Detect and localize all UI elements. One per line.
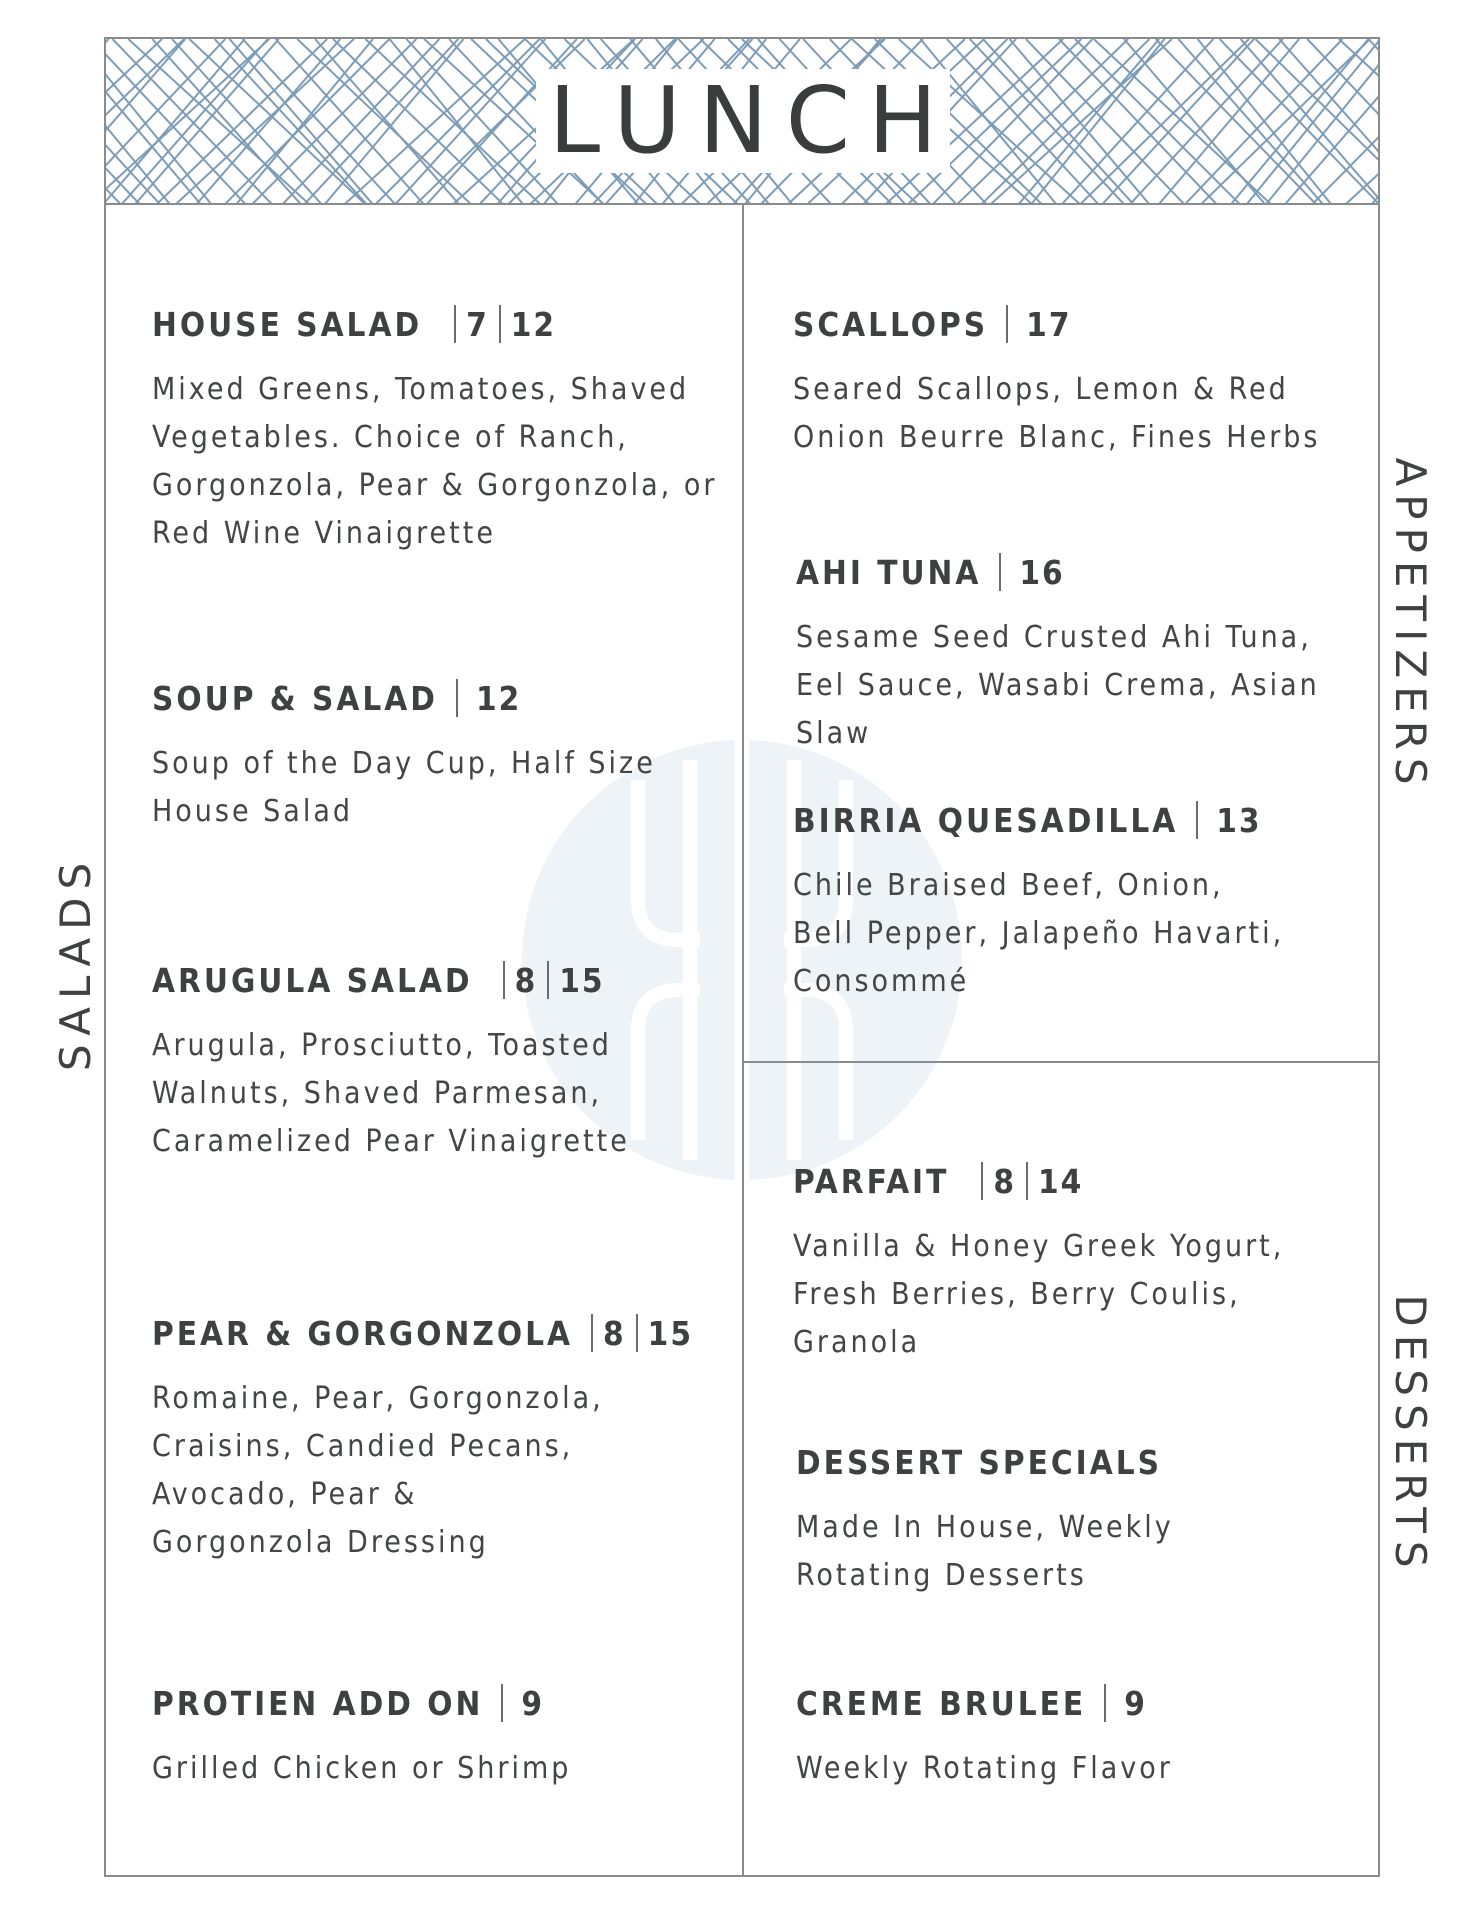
separator [503, 961, 505, 999]
item-name: AHI TUNA [796, 552, 982, 592]
separator [981, 1162, 983, 1200]
item-price: 16 [1019, 552, 1065, 592]
item-name: BIRRIA QUESADILLA [793, 800, 1179, 840]
item-price-large: 15 [559, 960, 605, 1000]
separator [636, 1314, 638, 1352]
section-label-salads: SALADS [51, 854, 100, 1072]
separator [1104, 1684, 1106, 1722]
title-box [536, 67, 956, 174]
item-name: SOUP & SALAD [152, 678, 438, 718]
item-description: Seared Scallops, Lemon & Red Onion Beurre Blanc, Fines Herbs [793, 372, 1321, 455]
item-price: 9 [1124, 1683, 1147, 1723]
column-divider [742, 205, 744, 1877]
menu-item-dessert-specials [796, 1442, 1316, 1600]
menu-item-arugula-salad [152, 960, 632, 1166]
item-name: ARUGULA SALAD [152, 960, 473, 1000]
item-price: 12 [475, 678, 522, 718]
item-description: Sesame Seed Crusted Ahi Tuna, Eel Sauce, Wasabi Crema, Asian Slaw [796, 620, 1320, 751]
separator [1026, 1162, 1028, 1200]
item-description: Chile Braised Beef, Onion, Bell Pepper, Jalapeño Havarti, Consommé [793, 868, 1285, 999]
item-price-small: 8 [603, 1313, 626, 1353]
item-name: DESSERT SPECIALS [796, 1442, 1162, 1482]
item-description: Grilled Chicken or Shrimp [152, 1751, 572, 1786]
menu-item-scallops [793, 304, 1323, 462]
item-name: PROTIEN ADD ON [152, 1683, 484, 1723]
item-price-large: 15 [647, 1313, 693, 1353]
separator [501, 1684, 503, 1722]
section-divider [742, 1061, 1380, 1063]
item-name: SCALLOPS [793, 304, 989, 344]
item-name: PARFAIT [793, 1161, 950, 1201]
item-description: Made In House, Weekly Rotating Desserts [796, 1510, 1174, 1593]
separator [591, 1314, 593, 1352]
separator [999, 553, 1001, 591]
separator [499, 305, 501, 343]
page-title: LUNCH [548, 67, 956, 174]
menu-item-soup-salad [152, 678, 732, 836]
item-description: Soup of the Day Cup, Half Size House Salad [152, 746, 656, 829]
item-price: 9 [521, 1683, 544, 1723]
item-name: HOUSE SALAD [152, 304, 423, 344]
item-price-small: 8 [514, 960, 538, 1000]
item-price: 13 [1216, 800, 1262, 840]
menu-item-protein-add-on [152, 1683, 712, 1793]
separator [456, 679, 458, 717]
item-description: Romaine, Pear, Gorgonzola, Craisins, Candied Pecans, Avocado, Pear & Gorgonzola Dressing [152, 1381, 604, 1560]
item-description: Vanilla & Honey Greek Yogurt, Fresh Berries, Berry Coulis, Granola [793, 1229, 1285, 1360]
separator [454, 305, 456, 343]
item-price: 17 [1026, 304, 1072, 344]
item-price-small: 7 [466, 304, 489, 344]
separator [1006, 305, 1008, 343]
item-description: Arugula, Prosciutto, Toasted Walnuts, Shaved Parmesan, Caramelized Pear Vinaigrette [152, 1028, 630, 1159]
menu-item-creme-brulee [796, 1683, 1316, 1793]
section-label-appetizers: APPETIZERS [1386, 457, 1435, 793]
separator [1196, 801, 1198, 839]
menu-item-parfait [793, 1161, 1293, 1367]
section-label-desserts: DESSERTS [1386, 1294, 1435, 1576]
menu-item-house-salad [152, 304, 722, 558]
item-description: Mixed Greens, Tomatoes, Shaved Vegetables. Choice of Ranch, Gorgonzola, Pear & Gorgonzola, or Red Wine Vinaigrette [152, 372, 718, 551]
menu-item-pear-gorgonzola [152, 1313, 693, 1567]
item-name: PEAR & GORGONZOLA [152, 1313, 573, 1353]
item-description: Weekly Rotating Flavor [796, 1751, 1173, 1786]
item-price-large: 14 [1038, 1161, 1084, 1201]
item-name: CREME BRULEE [796, 1683, 1087, 1723]
menu-item-birria-quesadilla [793, 800, 1293, 1006]
item-price-large: 12 [510, 304, 557, 344]
item-price-small: 8 [993, 1161, 1017, 1201]
menu-item-ahi-tuna [796, 552, 1346, 758]
separator [547, 961, 549, 999]
